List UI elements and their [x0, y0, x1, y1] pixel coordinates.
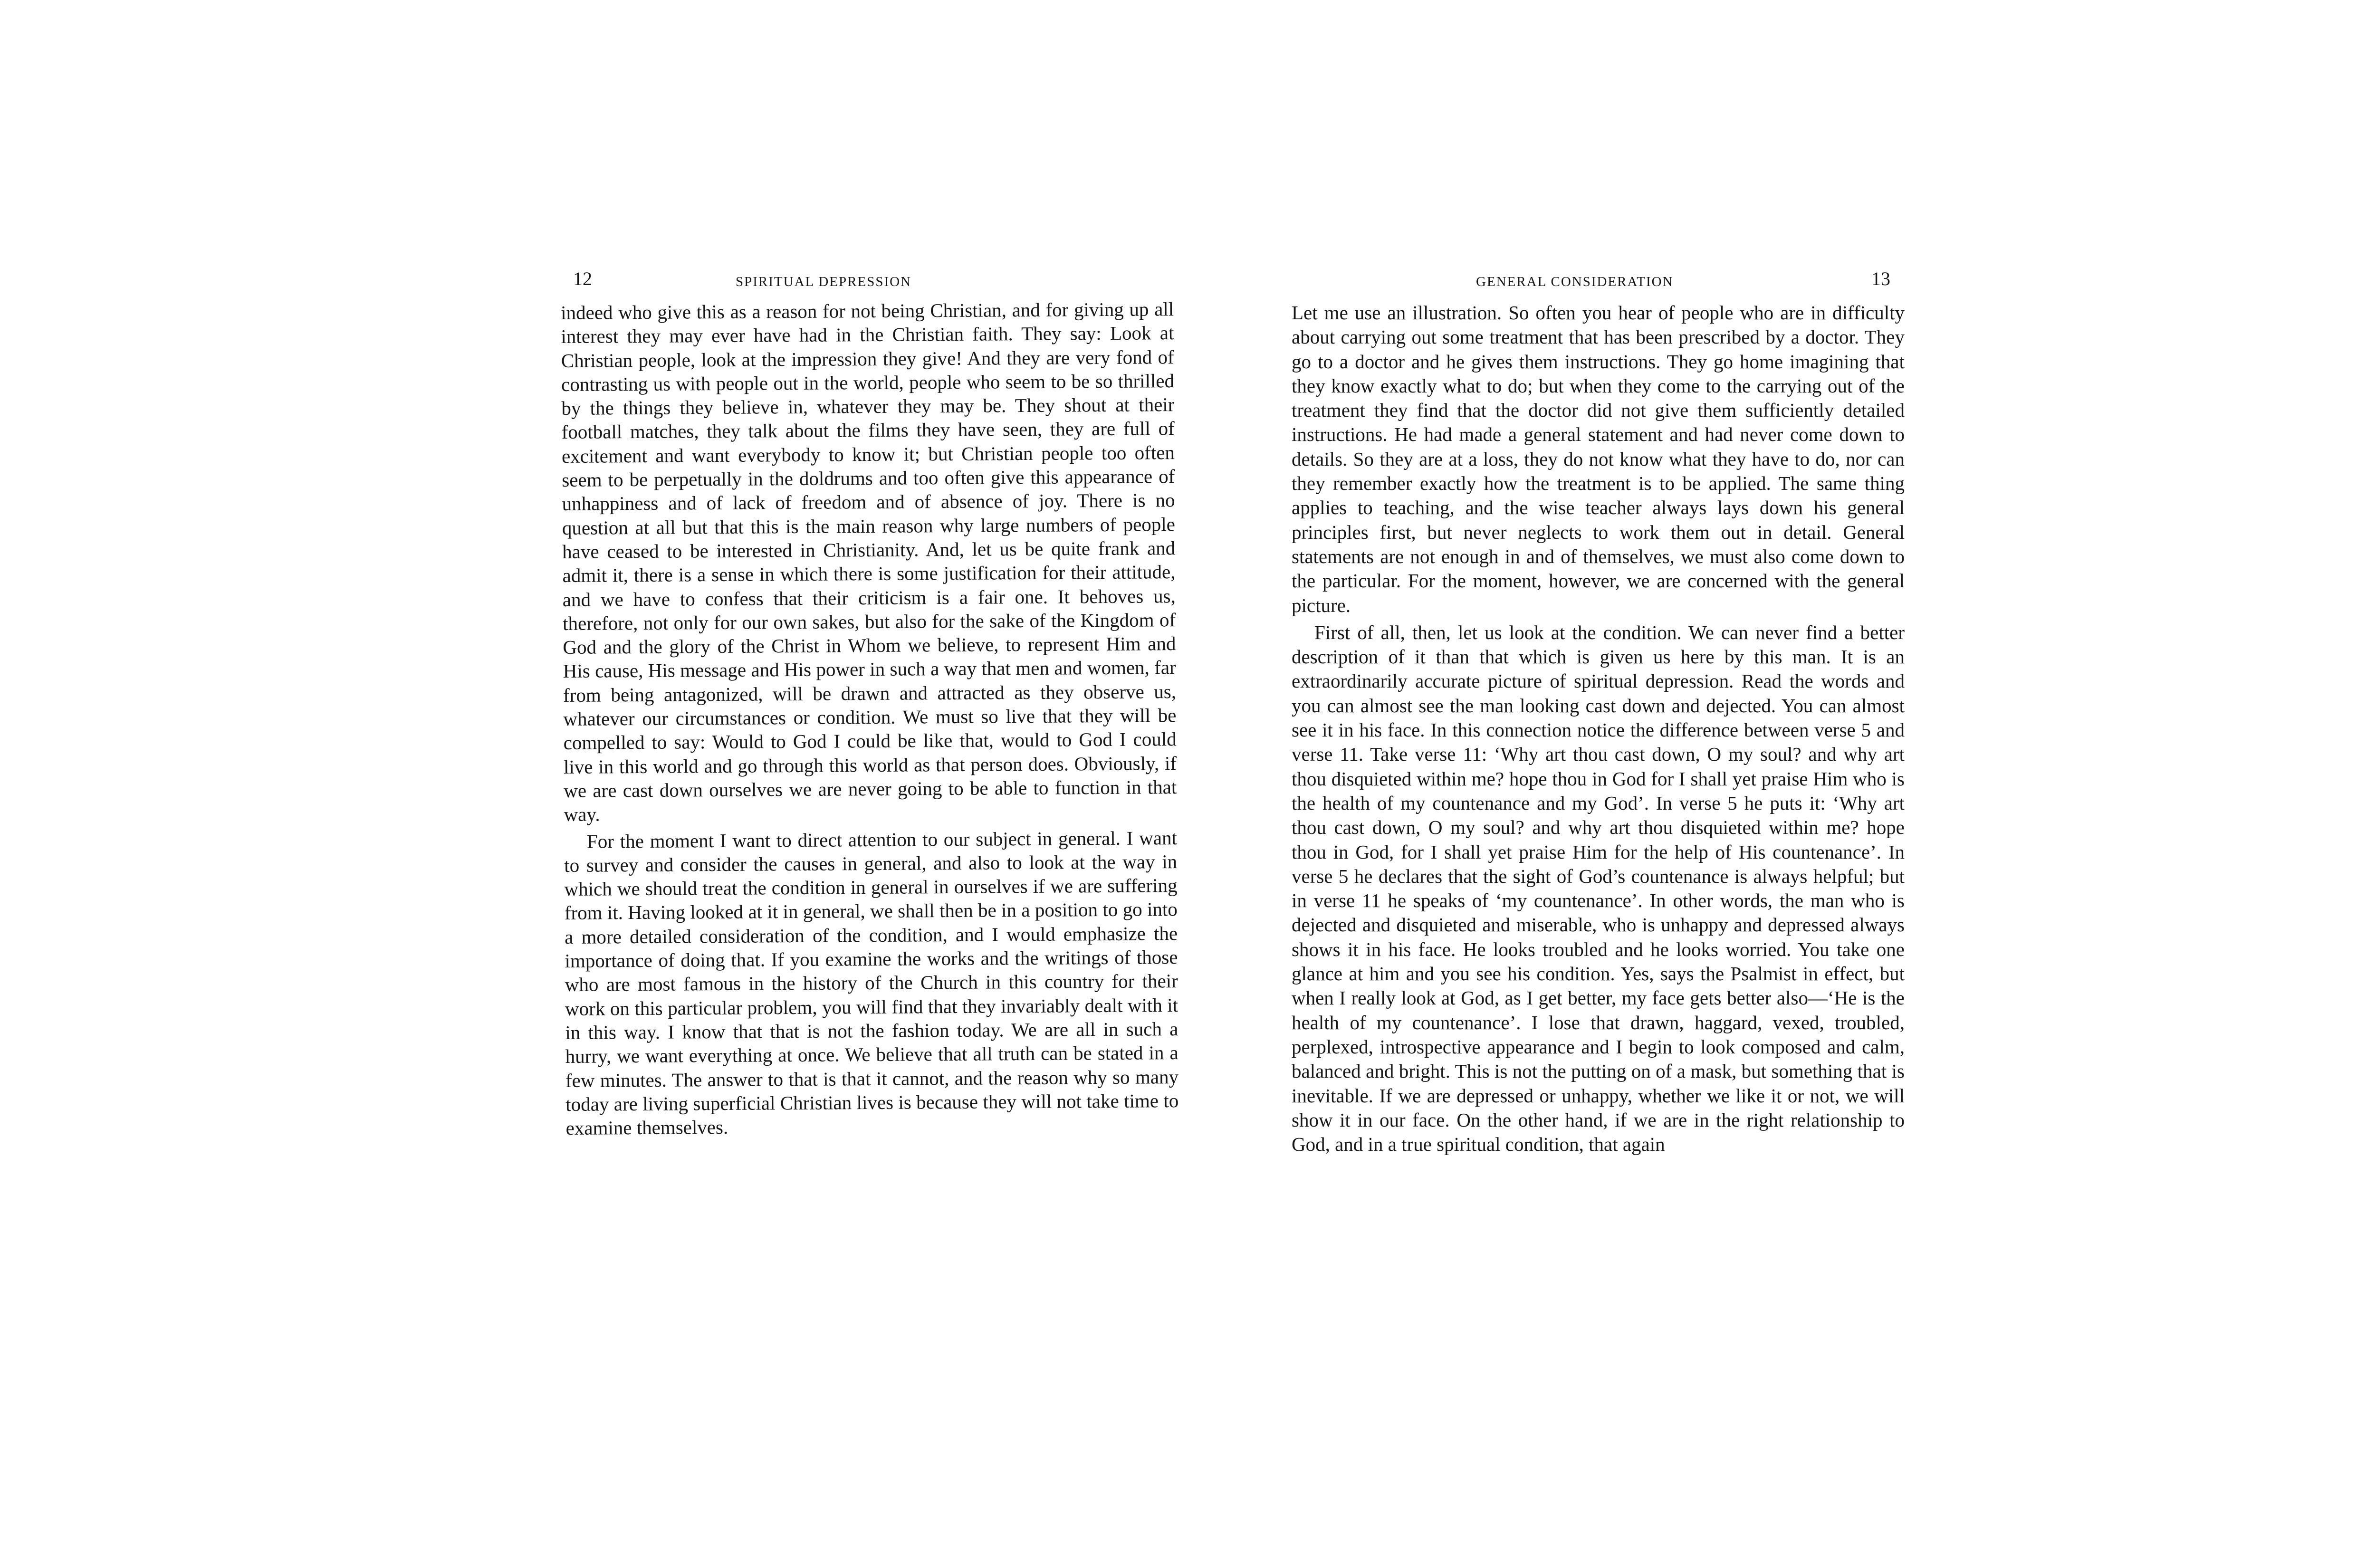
left-page	[561, 268, 1179, 1140]
right-paragraph-2: First of all, then, let us look at the condition. We can never find a better description of it than that which is given us here by this man. It is an extraordinarily accurate picture of spiritual depression. Read the words and you can almost see the man looking cast down and dejected. You can almost see it in his face. In this connection notice the difference between verse 5 and verse 11. Take verse 11: ‘Why art thou cast down, O my soul? and why art thou disquieted within me? hope thou in God for I shall yet praise Him who is the health of my countenance and my God’. In verse 5 he puts it: ‘Why art thou cast down, O my soul? and why art thou disquieted within me? hope thou in God, for I shall yet praise Him for the help of His countenance’. In verse 5 he declares that the sight of God’s countenance is always helpful; but in verse 11 he speaks of ‘my countenance’. In other words, the man who is dejected and disquieted and miserable, who is unhappy and depressed always shows it in his face. He looks troubled and he looks worried. You take one glance at him and you see his condition. Yes, says the Psalmist in effect, but when I really look at God, as I get better, my face gets better also—‘He is the health of my countenance’. I lose that drawn, haggard, vexed, troubled, perplexed, introspective appearance and I begin to look composed and calm, balanced and bright. This is not the putting on of a mask, but something that is inevitable. If we are depressed or unhappy, whether we like it or not, we will show it in our face. On the other hand, if we are in the right relationship to God, and in a true spiritual condition, that again	[1292, 621, 1905, 1156]
right-paragraph-1: Let me use an illustration. So often you hear of people who are in difficulty about carrying out some treatment that has been prescribed by a doctor. They go to a doctor and he gives them instructions. They go home imagining that they know exactly what to do; but when they come to the carrying out of the treatment they find that the doctor did not give them sufficiently detailed instructions. He had made a general statement and had never come down to details. So they are at a loss, they do not know what they have to do, nor can they remember exactly how the treatment is to be applied. The same thing applies to teaching, and the wise teacher always lays down his general principles first, but never neglects to work them out in detail. General statements are not enough in and of themselves, we must also come down to the particular. For the moment, however, we are concerned with the general picture.	[1292, 302, 1905, 616]
left-body-text	[561, 297, 1179, 1140]
right-running-head	[1292, 268, 1905, 301]
left-paragraph-1: indeed who give this as a reason for not being Christian, and for giving up all interest they may ever have had in the Christian faith. They say: Look at Christian people, look at the impression they give! And they are very fond of contrasting us with people out in the world, people who seem to be so thrilled by the things they believe in, whatever they may be. They shout at their football matches, they talk about the films they have seen, they are full of excitement and want everybody to know it; but Christian people too often seem to be perpetually in the doldrums and too often give this appearance of unhappiness and of lack of freedom and of absence of joy. There is no question at all but that this is the main reason why large numbers of people have ceased to be interested in Christianity. And, let us be quite frank and admit it, there is a sense in which there is some justification for their attitude, and we have to confess that their criticism is a fair one. It behoves us, therefore, not only for our own sakes, but also for the sake of the Kingdom of God and the glory of the Christ in Whom we believe, to represent Him and His cause, His message and His power in such a way that men and women, far from being antagonized, will be drawn and attracted as they observe us, whatever our circumstances or condition. We must so live that they will be compelled to say: Would to God I could be like that, would to God I could live in this world and go through this world as that person does. Obviously, if we are cast down ourselves we are never going to be able to function in that way.	[561, 298, 1177, 826]
left-paragraph-2: For the moment I want to direct attention to our subject in general. I want to survey and consider the causes in general, and also to look at the way in which we should treat the condition in general in ourselves if we are suffering from it. Having looked at it in general, we shall then be in a position to go into a more detailed consideration of the condition, and I would emphasize the importance of doing that. If you examine the works and the writings of those who are most famous in the history of the Church in this country for their work on this particular problem, you will find that they invariably dealt with it in this way. I know that that is not the fashion today. We are all in such a hurry, we want everything at once. We believe that all truth can be stated in a few minutes. The answer to that is that it cannot, and the reason why so many today are living superficial Christian lives is because they will not take time to examine themselves.	[564, 826, 1179, 1139]
right-body-text	[1292, 301, 1905, 1157]
right-running-title: GENERAL CONSIDERATION	[1476, 274, 1674, 289]
left-running-head	[561, 268, 1174, 301]
right-page-number: 13	[1871, 268, 1890, 289]
right-page	[1292, 268, 1905, 1157]
left-page-number: 12	[573, 268, 592, 289]
left-running-title: SPIRITUAL DEPRESSION	[736, 274, 912, 289]
